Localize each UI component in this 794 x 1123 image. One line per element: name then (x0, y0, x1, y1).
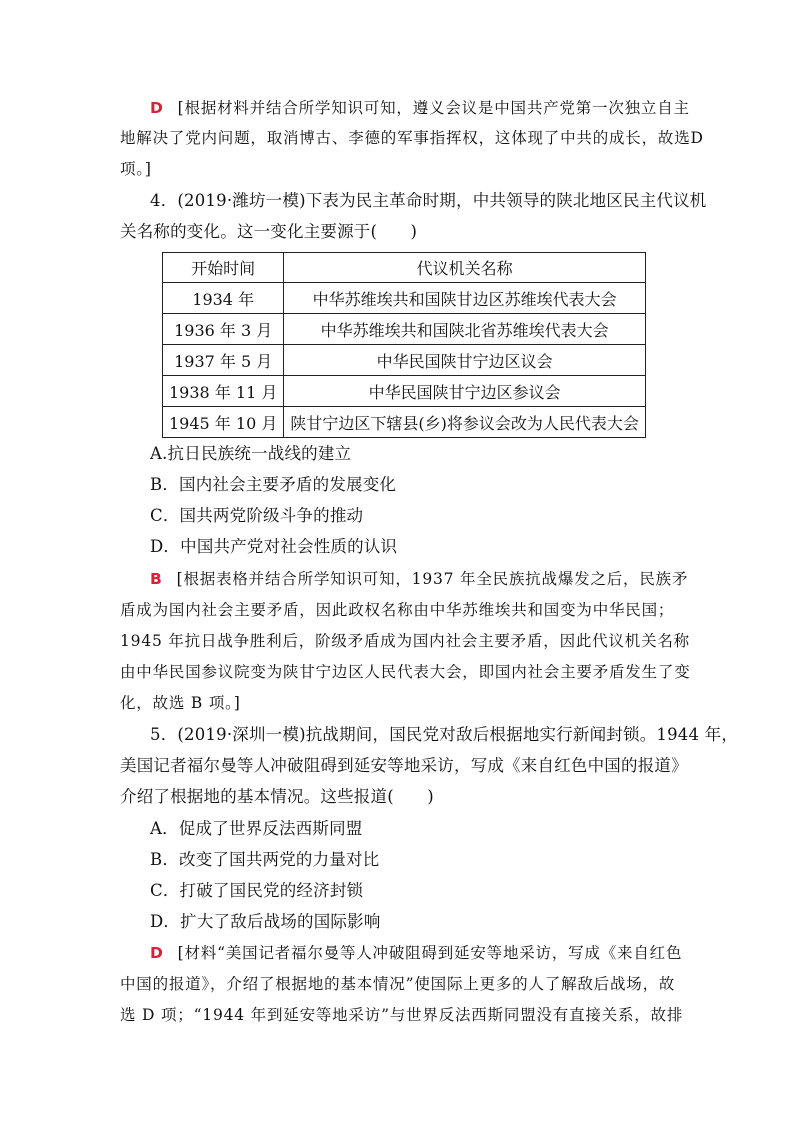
q5-explanation-line-3: 选 D 项；“1944 年到延安等地采访”与世界反法西斯同盟没有直接关系，故排 (120, 1006, 684, 1024)
q5-option-c: C．打破了国民党的经济封锁 (150, 881, 364, 900)
q4-option-a: A.抗日民族统一战线的建立 (150, 444, 352, 463)
q4-explanation-line-3: 1945 年抗日战争胜利后，阶级矛盾成为国内社会主要矛盾，因此代议机关名称 (120, 632, 690, 650)
q5-option-d: D．扩大了敌后战场的国际影响 (150, 912, 381, 931)
q5-stem-line-1: 5．(2019·深圳一模)抗战期间，国民党对敌后根据地实行新闻封锁。1944 年， (150, 725, 739, 744)
q5-stem-line-2: 美国记者福尔曼等人冲破阻碍到延安等地采访，写成《来自红色中国的报道》 (120, 756, 688, 775)
q5-explanation-line-1: D [材料“美国记者福尔曼等人冲破阻碍到延安等地采访，写成《来自红色 (150, 944, 683, 962)
q4-explanation-line-5: 化，故选 B 项。] (120, 694, 241, 712)
q5-stem-line-3: 介绍了根据地的基本情况。这些报道( ) (120, 787, 434, 806)
q5-option-a: A．促成了世界反法西斯同盟 (150, 819, 363, 838)
q3-explanation-line-2: 地解决了党内问题，取消博古、李德的军事指挥权，这体现了中共的成长，故选D (120, 129, 704, 147)
table-header-organ-name: 代议机关名称 (284, 253, 646, 283)
table-header-start-time: 开始时间 (163, 253, 284, 283)
table-row (163, 376, 646, 407)
table-cell-name: 中华民国陕甘宁边区议会 (284, 345, 646, 376)
table-row (163, 345, 646, 376)
q4-explanation-line-1: B [根据表格并结合所学知识可知，1937 年全民族抗战爆发之后，民族矛 (150, 570, 689, 588)
table-cell-date: 1938 年 11 月 (163, 376, 284, 407)
table-cell-name: 中华苏维埃共和国陕北省苏维埃代表大会 (284, 314, 646, 345)
q4-option-c: C．国共两党阶级斗争的推动 (150, 506, 364, 525)
table-row (163, 407, 646, 438)
table-cell-date: 1934 年 (163, 283, 284, 314)
table-cell-date: 1937 年 5 月 (163, 345, 284, 376)
table-cell-date: 1945 年 10 月 (163, 407, 284, 438)
table-cell-date: 1936 年 3 月 (163, 314, 284, 345)
q3-answer: D (150, 99, 164, 117)
q4-table (162, 252, 646, 438)
q5-explanation-line-2: 中国的报道》，介绍了根据地的基本情况”使国际上更多的人了解敌后战场，故 (120, 975, 676, 993)
table-cell-name: 中华民国陕甘宁边区参议会 (284, 376, 646, 407)
q3-explanation-line-1: D [根据材料并结合所学知识可知，遵义会议是中国共产党第一次独立自主 (150, 99, 690, 117)
q4-explanation-line-4: 由中华民国参议院变为陕甘宁边区人民代表大会，即国内社会主要矛盾发生了变 (120, 663, 691, 681)
q5-option-b: B．改变了国共两党的力量对比 (150, 850, 380, 869)
table-cell-name: 中华苏维埃共和国陕甘边区苏维埃代表大会 (284, 283, 646, 314)
q4-stem-line-1: 4．(2019·潍坊一模)下表为民主革命时期，中共领导的陕北地区民主代议机 (150, 191, 707, 210)
q4-option-b: B．国内社会主要矛盾的发展变化 (150, 475, 397, 494)
table-row (163, 314, 646, 345)
q4-explanation-line-2: 盾成为国内社会主要矛盾，因此政权名称由中华苏维埃共和国变为中华民国； (120, 601, 675, 619)
q3-explanation-line-3: 项。] (120, 160, 152, 178)
q4-stem-line-2: 关名称的变化。这一变化主要源于( ) (120, 222, 418, 241)
q4-option-d: D．中国共产党对社会性质的认识 (150, 537, 398, 556)
table-header-row (163, 253, 646, 283)
table-row (163, 283, 646, 314)
q4-answer: B (150, 570, 163, 588)
q5-answer: D (150, 944, 164, 962)
table-cell-name: 陕甘宁边区下辖县(乡)将参议会改为人民代表大会 (284, 407, 646, 438)
